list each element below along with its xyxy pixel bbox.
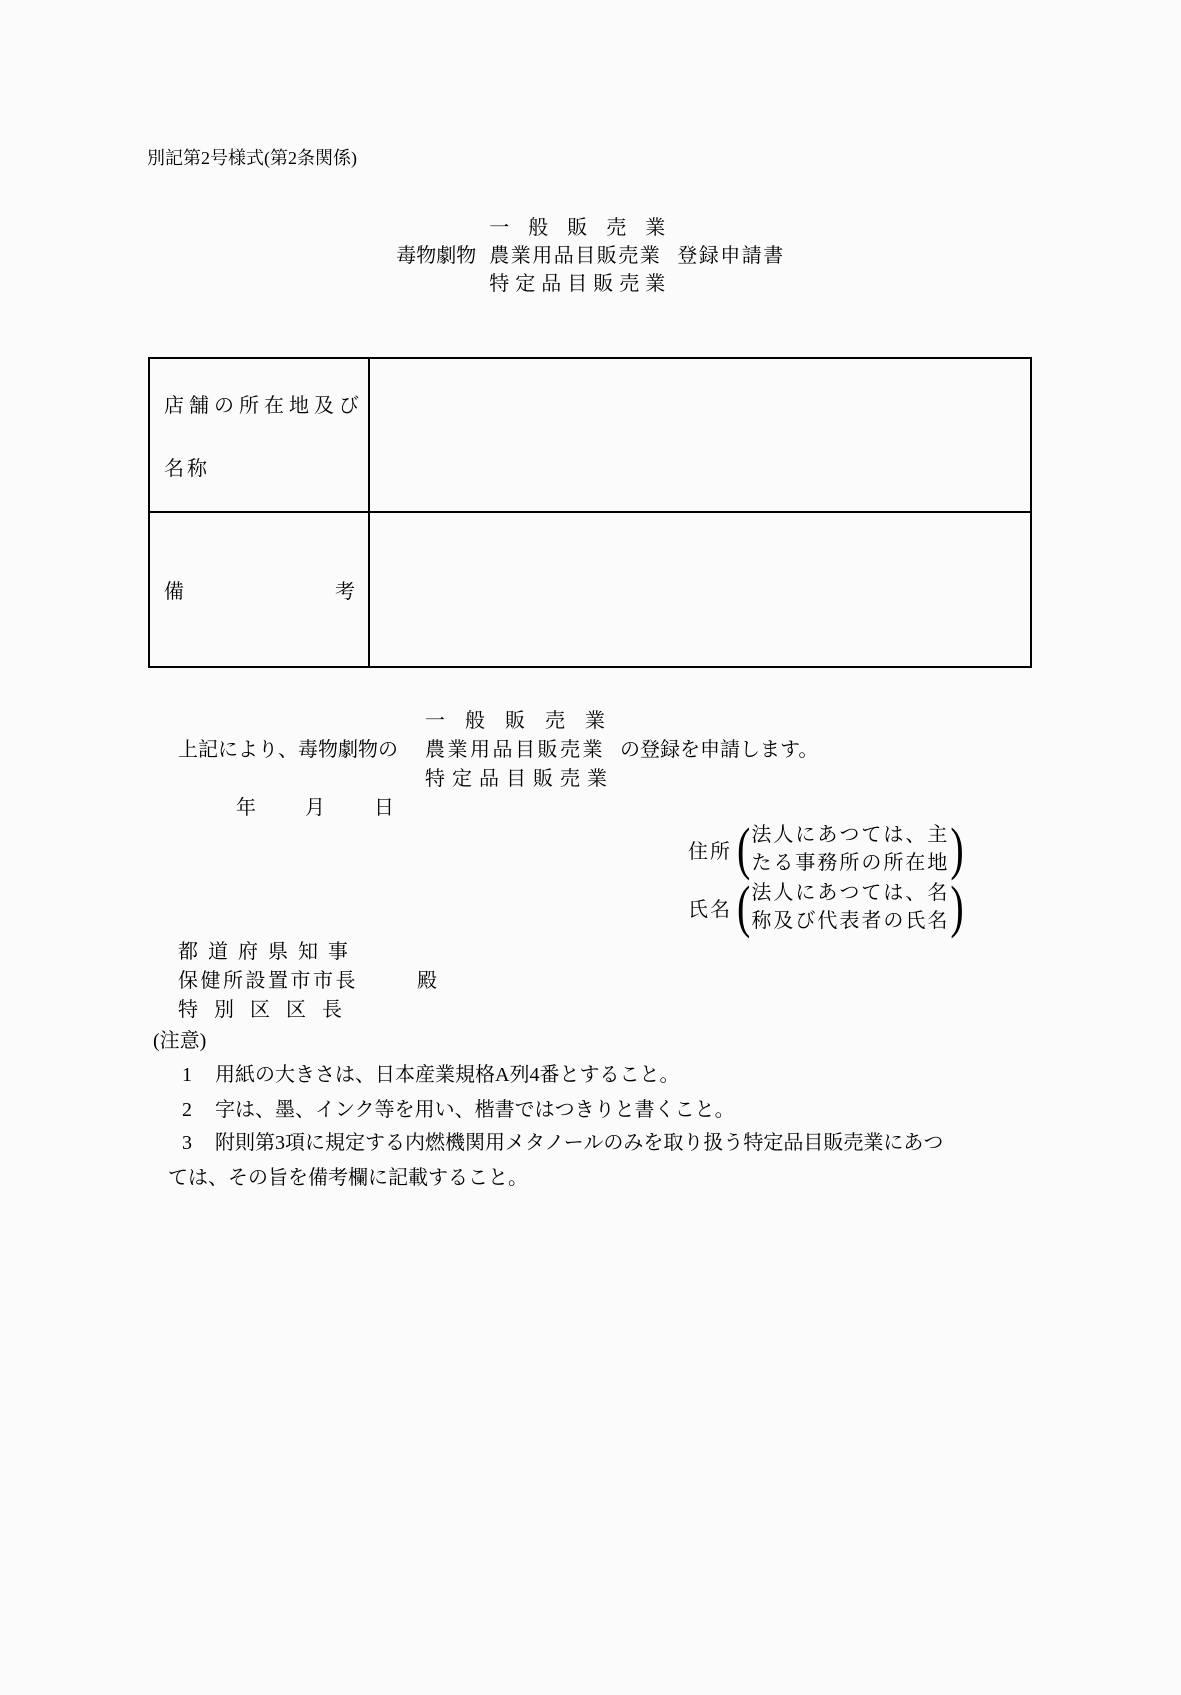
table-label-store-location-line1: 店舗の所在地及び [164,395,364,417]
table-label-remarks [150,513,370,667]
addressee-ward-mayor: 特別区区長 [178,999,358,1021]
notes-heading: (注意) [153,1030,207,1052]
form-title [0,214,1181,298]
address-note-line2: たる事務所の所在地 [751,852,950,874]
application-options [425,707,625,794]
note-item-2 [182,1096,735,1125]
table-value-store-location [370,359,1030,513]
addressee-city-mayor: 保健所設置市市長 [178,970,358,992]
note-item-3 [182,1129,943,1158]
form-table [148,357,1032,668]
title-prefix: 毒物劇物 [396,245,477,267]
address-label: 住所 [688,840,732,863]
addressee-block [178,938,437,1025]
title-option-general: 一般販売業 [489,217,685,239]
note-1-text: 用紙の大きさは、日本産業規格A列4番とすること。 [215,1064,680,1086]
application-sentence [178,707,818,794]
addressee-honorific: 殿 [417,970,437,992]
note-3-number: 3 [182,1132,192,1154]
date-year-label: 年 [236,797,256,819]
name-row [688,873,965,939]
title-option-specific: 特定品目販売業 [489,273,672,295]
table-label-store-location [150,359,370,513]
note-2-number: 2 [182,1099,192,1121]
table-label-remarks-text [150,513,368,667]
table-label-store-location-line2: 名称 [164,458,210,480]
application-option-specific: 特定品目販売業 [425,768,614,790]
title-option-agricultural: 農業用品目販売業 [489,245,662,267]
address-note [751,821,949,877]
note-2-text: 字は、墨、インク等を用い、楷書ではつきりと書くこと。 [215,1099,735,1121]
date-line [236,794,394,823]
form-number: 別記第2号様式(第2条関係) [147,148,357,168]
name-note-line2: 称及び代表者の氏名 [751,910,950,932]
open-paren: ( [737,815,751,881]
remarks-char-right: 考 [335,580,355,603]
note-item-1 [182,1061,679,1090]
address-row [688,815,965,881]
table-value-remarks [370,513,1030,667]
close-paren: ) [950,873,964,939]
application-option-agricultural: 農業用品目販売業 [425,739,605,761]
name-note [751,879,949,935]
signer-block [688,815,965,939]
note-3-text-line1: 附則第3項に規定する内燃機関用メタノールのみを取り扱う特定品目販売業にあつ [215,1132,944,1154]
application-option-general: 一般販売業 [425,710,625,732]
application-suffix: の登録を申請します。 [620,739,819,761]
application-prefix: 上記により、毒物劇物の [178,739,398,761]
date-month-label: 月 [305,797,325,819]
date-day-label: 日 [374,797,394,819]
title-suffix: 登録申請書 [677,245,785,267]
name-note-line1: 法人にあつては、名 [751,882,950,904]
note-item-3-continuation [168,1164,528,1193]
note-1-number: 1 [182,1064,192,1086]
addressee-governor: 都道府県知事 [178,941,358,963]
note-3-text-line2: ては、その旨を備考欄に記載すること。 [168,1167,528,1189]
open-paren: ( [737,873,751,939]
address-note-line1: 法人にあつては、主 [751,824,950,846]
name-label: 氏名 [688,898,732,921]
remarks-char-left: 備 [164,580,184,603]
title-options [489,214,685,298]
close-paren: ) [950,815,964,881]
